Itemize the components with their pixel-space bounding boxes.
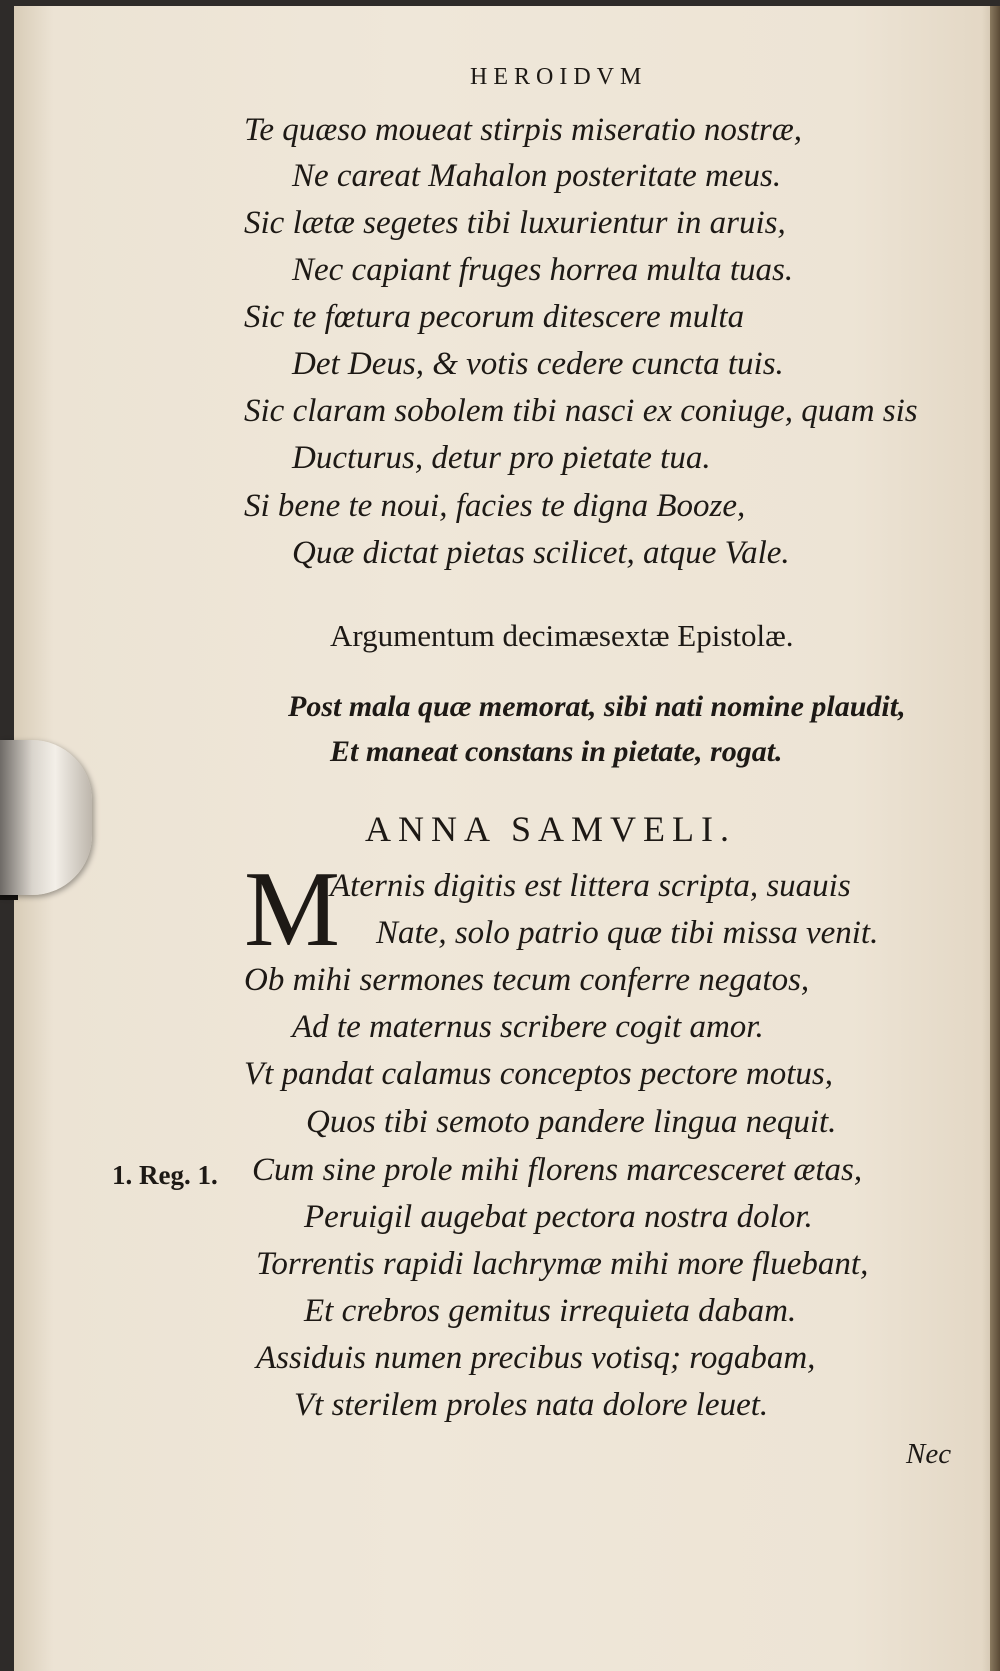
verse-line: Nec capiant fruges horrea multa tuas. xyxy=(292,252,794,288)
verse-line: Peruigil augebat pectora nostra dolor. xyxy=(304,1199,813,1235)
drop-cap: M xyxy=(244,850,341,969)
verse-line: Sic claram sobolem tibi nasci ex coniuge, quam sis xyxy=(244,393,918,429)
verse-line: Nate, solo patrio quæ tibi missa venit. xyxy=(376,915,879,951)
verse-line: Si bene te noui, facies te digna Booze, xyxy=(244,488,746,524)
verse-line: Te quæso moueat stirpis miseratio nostræ, xyxy=(244,112,803,148)
argument-line: Et maneat constans in pietate, rogat. xyxy=(330,735,783,768)
marginal-note: 1. Reg. 1. xyxy=(112,1160,218,1190)
verse-line: Vt pandat calamus conceptos pectore motus, xyxy=(244,1056,834,1092)
verse-line: Aternis digitis est littera scripta, suauis xyxy=(330,868,851,904)
verse-line: Quos tibi semoto pandere lingua nequit. xyxy=(306,1104,837,1140)
verse-line: Assiduis numen precibus votisq; rogabam, xyxy=(256,1340,816,1376)
verse-line: Det Deus, & votis cedere cuncta tuis. xyxy=(292,346,784,382)
verse-line: Ne careat Mahalon posteritate meus. xyxy=(292,158,782,194)
verse-line: Cum sine prole mihi florens marcesceret ætas, xyxy=(252,1152,863,1188)
verse-line: Et crebros gemitus irrequieta dabam. xyxy=(304,1293,797,1329)
verse-line: Ad te maternus scribere cogit amor. xyxy=(292,1009,764,1045)
verse-line: Sic te fœtura pecorum ditescere multa xyxy=(244,299,745,335)
verse-line: Torrentis rapidi lachrymæ mihi more fluebant, xyxy=(256,1246,869,1282)
verse-line: Sic lætæ segetes tibi luxurientur in aruis, xyxy=(244,205,786,241)
right-page-edge xyxy=(990,6,1000,1671)
catchword: Nec xyxy=(906,1438,952,1470)
argument-line: Post mala quæ memorat, sibi nati nomine plaudit, xyxy=(288,690,906,723)
running-head: HEROIDVM xyxy=(470,64,648,90)
epistle-title: ANNA SAMVELI. xyxy=(365,809,737,849)
verse-line: Ducturus, detur pro pietate tua. xyxy=(292,440,711,476)
book-clamp xyxy=(0,740,92,895)
verse-line: Vt sterilem proles nata dolore leuet. xyxy=(294,1387,769,1423)
argument-title: Argumentum decimæsextæ Epistolæ. xyxy=(330,618,794,653)
verse-line: Ob mihi sermones tecum conferre negatos, xyxy=(244,962,810,998)
verse-line: Quæ dictat pietas scilicet, atque Vale. xyxy=(292,535,790,571)
